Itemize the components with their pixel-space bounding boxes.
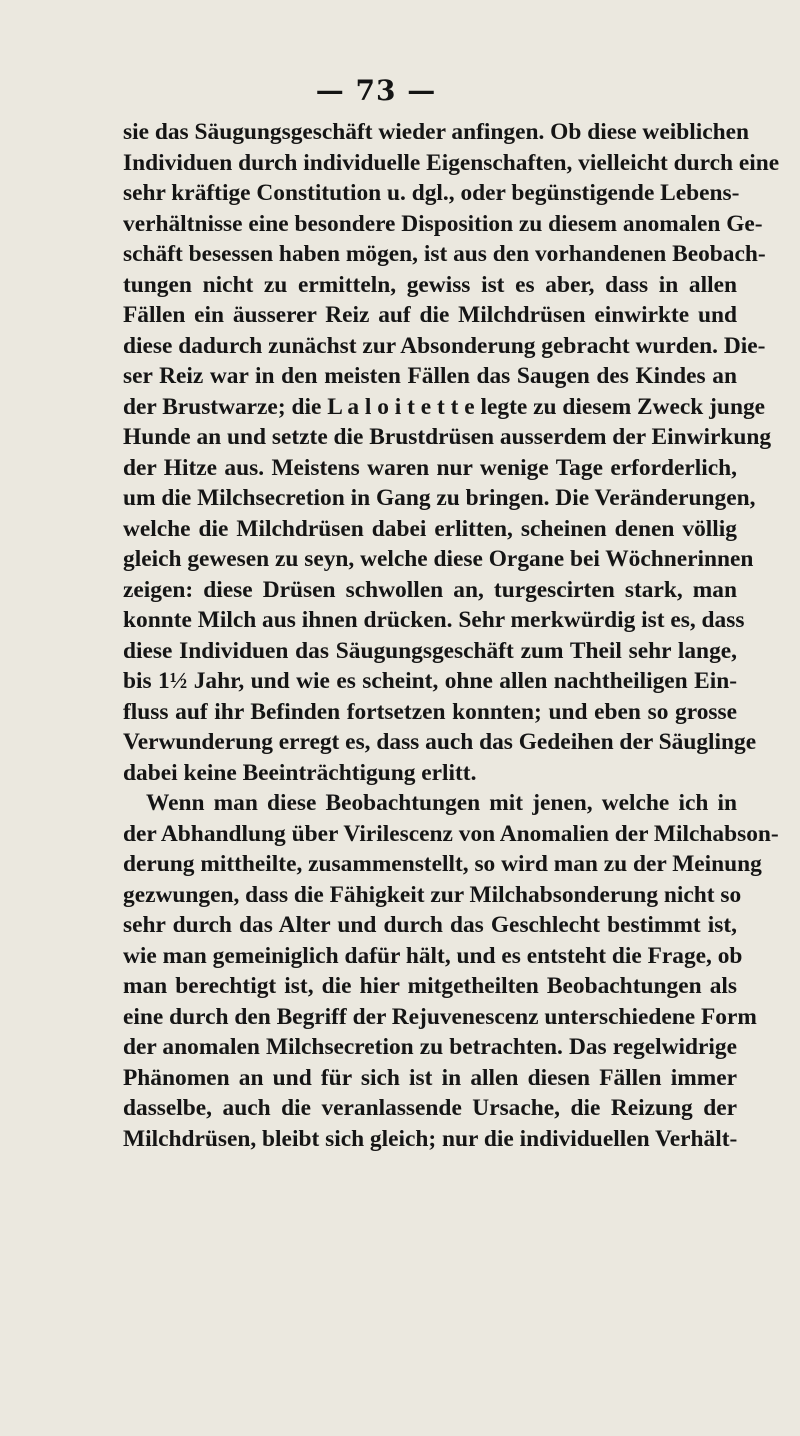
text-line: gleich gewesen zu seyn, welche diese Organe bei Wöchnerinnen	[123, 546, 754, 572]
text-line: verhältnisse eine besondere Disposition zu diesem anomalen Ge-	[123, 210, 763, 237]
text-line: eine durch den Begriff der Rejuvenescenz unterschiedene Form	[123, 1003, 757, 1030]
text-line: diese dadurch zunächst zur Absonderung gebracht wurden. Die-	[123, 332, 766, 359]
text-line: derung mittheilte, zusammenstellt, so wird man zu der Meinung	[123, 851, 762, 877]
text-line: der Brustwarze; die L a l o i t e t t e legte zu diesem Zweck junge	[123, 393, 766, 420]
text-line: konnte Milch aus ihnen drücken. Sehr merkwürdig ist es, dass	[123, 607, 745, 633]
text-line: schäft besessen haben mögen, ist aus den vorhandenen Beobach-	[123, 241, 766, 267]
text-line: um die Milchsecretion in Gang zu bringen. Die Veränderungen,	[123, 485, 756, 511]
text-line: welche die Milchdrüsen dabei erlitten, scheinen denen völlig	[123, 515, 737, 542]
text-line: dasselbe, auch die veranlassende Ursache, die Reizung der	[123, 1095, 737, 1121]
text-line: sehr kräftige Constitution u. dgl., oder begünstigende Lebens-	[123, 180, 740, 206]
text-line: tungen nicht zu ermitteln, gewiss ist es aber, dass in allen	[123, 271, 737, 298]
text-line: sehr durch das Alter und durch das Geschlecht bestimmt ist,	[123, 912, 737, 938]
text-line: fluss auf ihr Befinden fortsetzen konnten; und eben so grosse	[123, 698, 737, 725]
paragraph-end-line: dabei keine Beeinträchtigung erlitt.	[123, 759, 477, 786]
text-line: wie man gemeiniglich dafür hält, und es entsteht die Frage, ob	[123, 942, 743, 969]
text-line: Verwunderung erregt es, dass auch das Gedeihen der Säuglinge	[123, 729, 757, 755]
text-line: ser Reiz war in den meisten Fällen das Saugen des Kindes an	[123, 363, 737, 389]
text-line: Phänomen an und für sich ist in allen diesen Fällen immer	[123, 1064, 737, 1091]
text-line: der anomalen Milchsecretion zu betrachten. Das regelwidrige	[123, 1034, 737, 1060]
text-line: Hunde an und setzte die Brustdrüsen ausserdem der Einwirkung	[123, 424, 772, 450]
paragraph-start-line: Wenn man diese Beobachtungen mit jenen, welche ich in	[146, 790, 737, 816]
text-line: man berechtigt ist, die hier mitgetheilten Beobachtungen als	[123, 973, 737, 999]
text-line: der Abhandlung über Virilescenz von Anomalien der Milchabson-	[123, 820, 779, 847]
text-line: Milchdrüsen, bleibt sich gleich; nur die individuellen Verhält-	[123, 1125, 738, 1152]
text-line: bis 1½ Jahr, und wie es scheint, ohne allen nachtheiligen Ein-	[123, 668, 737, 694]
text-line: der Hitze aus. Meistens waren nur wenige Tage erforderlich,	[123, 454, 737, 481]
text-line: sie das Säugungsgeschäft wieder anfingen. Ob diese weiblichen	[123, 119, 749, 145]
text-line: Fällen ein äusserer Reiz auf die Milchdrüsen einwirkte und	[123, 302, 737, 328]
text-line: Individuen durch individuelle Eigenschaften, vielleicht durch eine	[123, 149, 780, 176]
body-text	[123, 117, 780, 1154]
text-line: zeigen: diese Drüsen schwollen an, turgescirten stark, man	[123, 576, 737, 603]
text-line: gezwungen, dass die Fähigkeit zur Milchabsonderung nicht so	[123, 881, 742, 908]
text-line: diese Individuen das Säugungsgeschäft zum Theil sehr lange,	[123, 637, 737, 664]
page-number: — 73 —	[315, 74, 437, 107]
